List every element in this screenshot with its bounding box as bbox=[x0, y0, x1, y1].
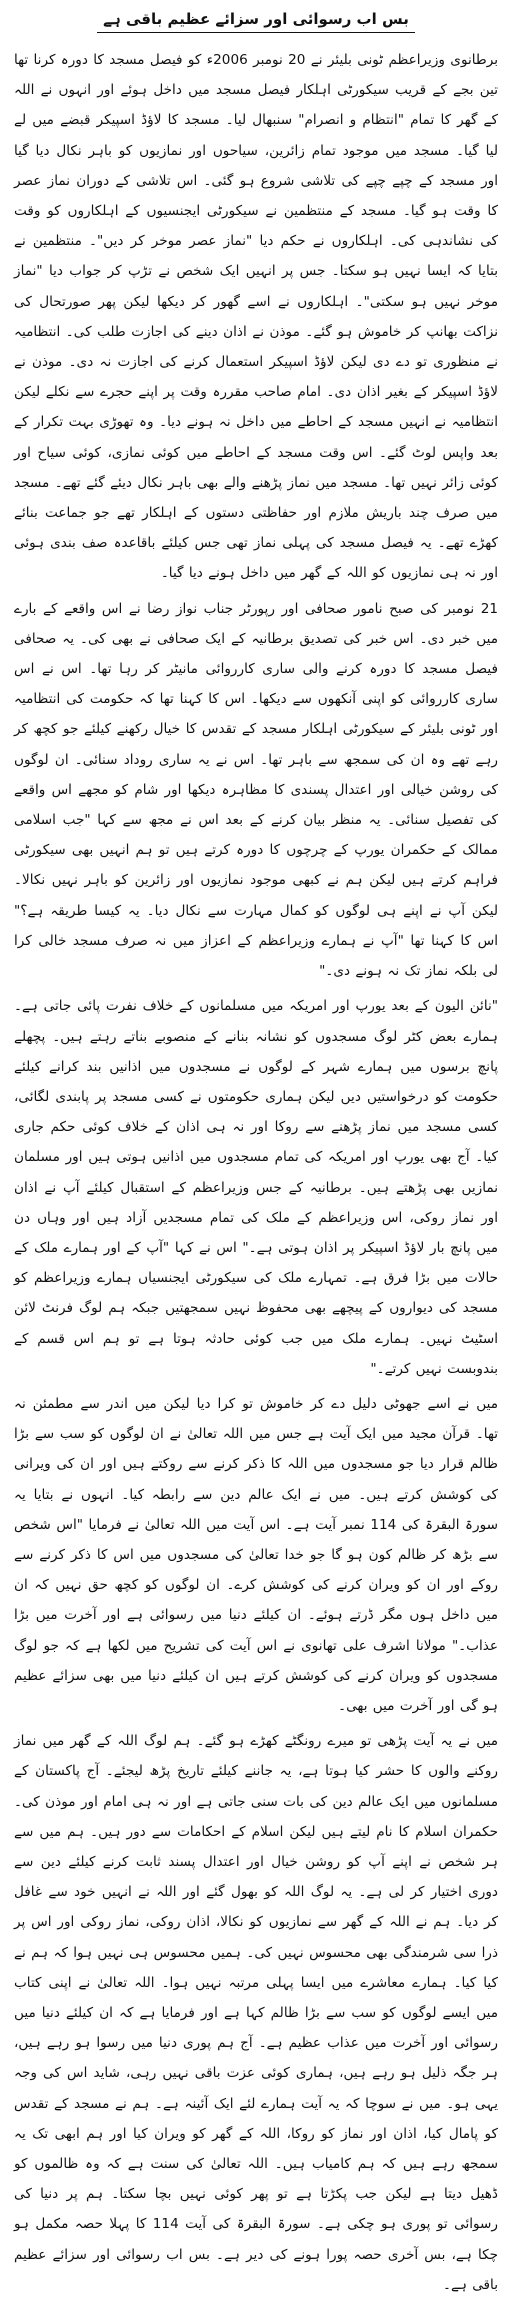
article-paragraph-5: میں نے یہ آیت پڑھی تو میرے رونگٹے کھڑے ہو گئے۔ ہم لوگ اللہ کے گھر میں نماز روکنے والوں کا حشر کیا ہوتا ہے، یہ جاننے کیلئے تاریخ پڑھ لیجئے۔ آج پاکستان کے مسلمانوں میں ایک عالم دین کی بات سنی جاتی ہے اور نہ ہی امام اور موذن کی۔ حکمران اسلام کا نام لیتے ہیں لیکن اسلام کے احکامات سے دور ہیں۔ ہم میں سے ہر شخص نے اپنے آپ کو روشن خیال اور اعتدال پسند ثابت کرنے کیلئے دین سے دوری اختیار کر لی ہے۔ یہ لوگ اللہ کو بھول گئے اور اللہ نے انہیں خود سے غافل کر دیا۔ ہم نے اللہ کے گھر سے نمازیوں کو نکالا، اذان روکی، نماز روکی اور اس پر ذرا سی شرمندگی بھی محسوس نہیں کی۔ ہمیں محسوس ہی نہیں ہوا کہ ہم نے کیا کیا۔ ہمارے معاشرے میں ایسا پہلی مرتبہ نہیں ہوا۔ اللہ تعالیٰ نے اپنی کتاب میں ایسے لوگوں کو سب سے بڑا ظالم کہا ہے اور فرمایا ہے کہ ان کیلئے دنیا میں رسوائی اور آخرت میں عذاب عظیم ہے۔ آج ہم پوری دنیا میں رسوا ہو رہے ہیں، ہر جگہ ذلیل ہو رہے ہیں، ہماری کوئی عزت باقی نہیں رہی، شاید اس کی وجہ یہی ہو۔ میں نے سوچا کہ یہ آیت ہمارے لئے ایک آئینہ ہے۔ ہم نے مسجد کے تقدس کو پامال کیا، اذان اور نماز کو روکا، اللہ کے گھر کو ویران کیا اور ہم ابھی تک یہ سمجھ رہے ہیں کہ ہم کامیاب ہیں۔ اللہ تعالیٰ کی سنت ہے کہ وہ ظالموں کو ڈھیل دیتا ہے لیکن جب پکڑتا ہے تو پھر کوئی نہیں بچا سکتا۔ ہم پر دنیا کی رسوائی تو پوری ہو چکی ہے۔ سورۃ البقرۃ کی آیت 114 کا پہلا حصہ مکمل ہو چکا ہے، بس آخری حصہ پورا ہونے کی دیر ہے۔ بس اب رسوائی اور سزائے عظیم باقی ہے۔ bbox=[14, 1733, 498, 2293]
headline-container bbox=[14, 8, 498, 33]
article-paragraph-4: میں نے اسے جھوٹی دلیل دے کر خاموش تو کرا دیا لیکن میں اندر سے مطمئن نہ تھا۔ قرآن مجید میں ایک آیت ہے جس میں اللہ تعالیٰ نے ان لوگوں کو سب سے بڑا ظالم قرار دیا جو مسجدوں میں اللہ کا ذکر کرنے سے روکتے ہیں اور ان کی ویرانی کی کوشش کرتے ہیں۔ میں نے ایک عالم دین سے رابطہ کیا۔ انہوں نے بتایا یہ سورۃ البقرۃ کی 114 نمبر آیت ہے۔ اس آیت میں اللہ تعالیٰ نے فرمایا "اس شخص سے بڑھ کر ظالم کون ہو گا جو خدا تعالیٰ کی مسجدوں میں اس کا ذکر کرنے سے روکے اور ان کو ویران کرنے کی کوشش کرے۔ ان لوگوں کو کچھ حق نہیں کہ ان میں داخل ہوں مگر ڈرتے ہوئے۔ ان کیلئے دنیا میں رسوائی ہے اور آخرت میں بڑا عذاب۔" مولانا اشرف علی تھانوی نے اس آیت کی تشریح میں لکھا ہے کہ جو لوگ مسجدوں کو ویران کرنے کی کوشش کرتے ہیں ان کیلئے دنیا میں بھی سزائے عظیم ہو گی اور آخرت میں بھی۔ bbox=[14, 1395, 498, 1714]
article-headline: بس اب رسوائی اور سزائے عظیم باقی ہے bbox=[97, 8, 415, 33]
article-paragraph-3: "نائن الیون کے بعد یورپ اور امریکہ میں مسلمانوں کے خلاف نفرت پائی جاتی ہے۔ ہمارے بعض کٹر لوگ مسجدوں کو نشانہ بنانے کے منصوبے بناتے رہتے ہیں۔ پچھلے پانچ برسوں میں ہمارے شہر کے لوگوں نے مسجدوں میں اذانیں بند کرانے کیلئے حکومت کو درخواستیں دیں لیکن ہماری حکومتوں نے کسی مسجد پر پابندی لگائی، کسی مسجد میں نماز پڑھنے سے روکا اور نہ ہی اذان کے خلاف کوئی حکم جاری کیا۔ آج بھی یورپ اور امریکہ کی تمام مسجدوں میں اذانیں ہوتی ہیں اور مسلمان نمازیں بھی پڑھتے ہیں۔ برطانیہ کے جس وزیراعظم کے استقبال کیلئے آپ نے اذان اور نماز روکی، اس وزیراعظم کے ملک کی تمام مسجدیں آزاد ہیں اور وہاں دن میں پانچ بار لاؤڈ اسپیکر پر اذان ہوتی ہے۔" اس نے کہا "آپ کے اور ہمارے ملک کے حالات میں بڑا فرق ہے۔ تمہارے ملک کی سیکورٹی ایجنسیاں ہمارے وزیراعظم کو مسجد کی دیواروں کے پیچھے بھی محفوظ نہیں سمجھتیں جبکہ ہم لوگ فرنٹ لائن اسٹیٹ نہیں۔ ہمارے ملک میں جب کوئی حادثہ ہوتا ہے تو ہم اس قسم کے بندوبست نہیں کرتے۔" bbox=[14, 998, 498, 1377]
article-paragraph-2: 21 نومبر کی صبح نامور صحافی اور رپورٹر جناب نواز رضا نے اس واقعے کے بارے میں خبر دی۔ اس خبر کی تصدیق برطانیہ کے ایک صحافی نے بھی کی۔ یہ صحافی فیصل مسجد کا دورہ کرنے والی ساری کارروائی مانیٹر کر رہا تھا۔ اس نے اس ساری کارروائی کو اپنی آنکھوں سے دیکھا۔ اس کا کہنا تھا کہ حکومت کی انتظامیہ اور ٹونی بلیئر کے سیکورٹی اہلکار مسجد کے تقدس کا خیال رکھنے کیلئے جو کچھ کر رہے تھے وہ ان کی سمجھ سے باہر تھا۔ اس نے یہ ساری روداد سنائی۔ ان لوگوں کی روشن خیالی اور اعتدال پسندی کا مظاہرہ دیکھا اور شام کو مجھے اس واقعے کی تفصیل سنائی۔ یہ منظر بیان کرنے کے بعد اس نے مجھ سے کہا "جب اسلامی ممالک کے حکمران یورپ کے چرچوں کا دورہ کرتے ہیں تو ہم انہیں بھی سیکورٹی فراہم کرتے ہیں لیکن ہم نے کبھی موجود نمازیوں اور زائرین کو باہر نہیں نکالا۔ لیکن آپ نے اپنے ہی لوگوں کو کمال مہارت سے نکال دیا۔ یہ کیسا طریقہ ہے؟" اس کا کہنا تھا "آپ نے ہمارے وزیراعظم کے اعزاز میں نہ صرف مسجد خالی کرا لی بلکہ نماز تک نہ ہونے دی۔" bbox=[14, 600, 498, 980]
article-body bbox=[14, 45, 498, 2300]
article-paragraph-1: برطانوی وزیراعظم ٹونی بلیئر نے 20 نومبر 2006ء کو فیصل مسجد کا دورہ کرنا تھا تین بجے کے قریب سیکورٹی اہلکار فیصل مسجد میں داخل ہوئے اور انہوں نے اللہ کے گھر کا تمام "انتظام و انصرام" سنبھال لیا۔ مسجد کا لاؤڈ اسپیکر قبضے میں لے لیا گیا۔ مسجد میں موجود تمام زائرین، سیاحوں اور نمازیوں کو باہر نکال دیا گیا اور مسجد کے چپے چپے کی تلاشی شروع ہو گئی۔ اس تلاشی کے دوران نماز عصر کا وقت ہو گیا۔ مسجد کے منتظمین نے سیکورٹی ایجنسیوں کے اہلکاروں کو وقت کی نشاندہی کی۔ اہلکاروں نے حکم دیا "نماز عصر موخر کر دیں"۔ منتظمین نے بتایا کہ ایسا نہیں ہو سکتا۔ جس پر انہیں ایک شخص نے تڑپ کر جواب دیا "نماز موخر نہیں ہو سکتی"۔ اہلکاروں نے اسے گھور کر دیکھا لیکن پھر صورتحال کی نزاکت بھانپ کر خاموش ہو گئے۔ موذن نے اذان دینے کی اجازت طلب کی۔ انتظامیہ نے منظوری تو دے دی لیکن لاؤڈ اسپیکر استعمال کرنے کی اجازت نہ دی۔ موذن نے لاؤڈ اسپیکر کے بغیر اذان دی۔ امام صاحب مقررہ وقت پر اپنے حجرے سے نکلے لیکن انتظامیہ نے انہیں مسجد کے احاطے میں داخل نہ ہونے دیا۔ وہ تھوڑی بہت تکرار کے بعد واپس لوٹ گئے۔ اس وقت مسجد کے احاطے میں کوئی نمازی، کوئی سیاح اور کوئی زائر نہیں تھا۔ مسجد میں نماز پڑھنے والے بھی باہر نکال دیئے گئے تھے۔ مسجد میں صرف چند باریش ملازم اور حفاظتی دستوں کے اہلکار تھے جو جماعت بنائے کھڑے تھے۔ یہ فیصل مسجد کی پہلی نماز تھی جس کیلئے باقاعدہ صف بندی ہوئی اور نہ ہی نمازیوں کو اللہ کے گھر میں داخل ہونے دیا گیا۔ bbox=[14, 52, 498, 582]
